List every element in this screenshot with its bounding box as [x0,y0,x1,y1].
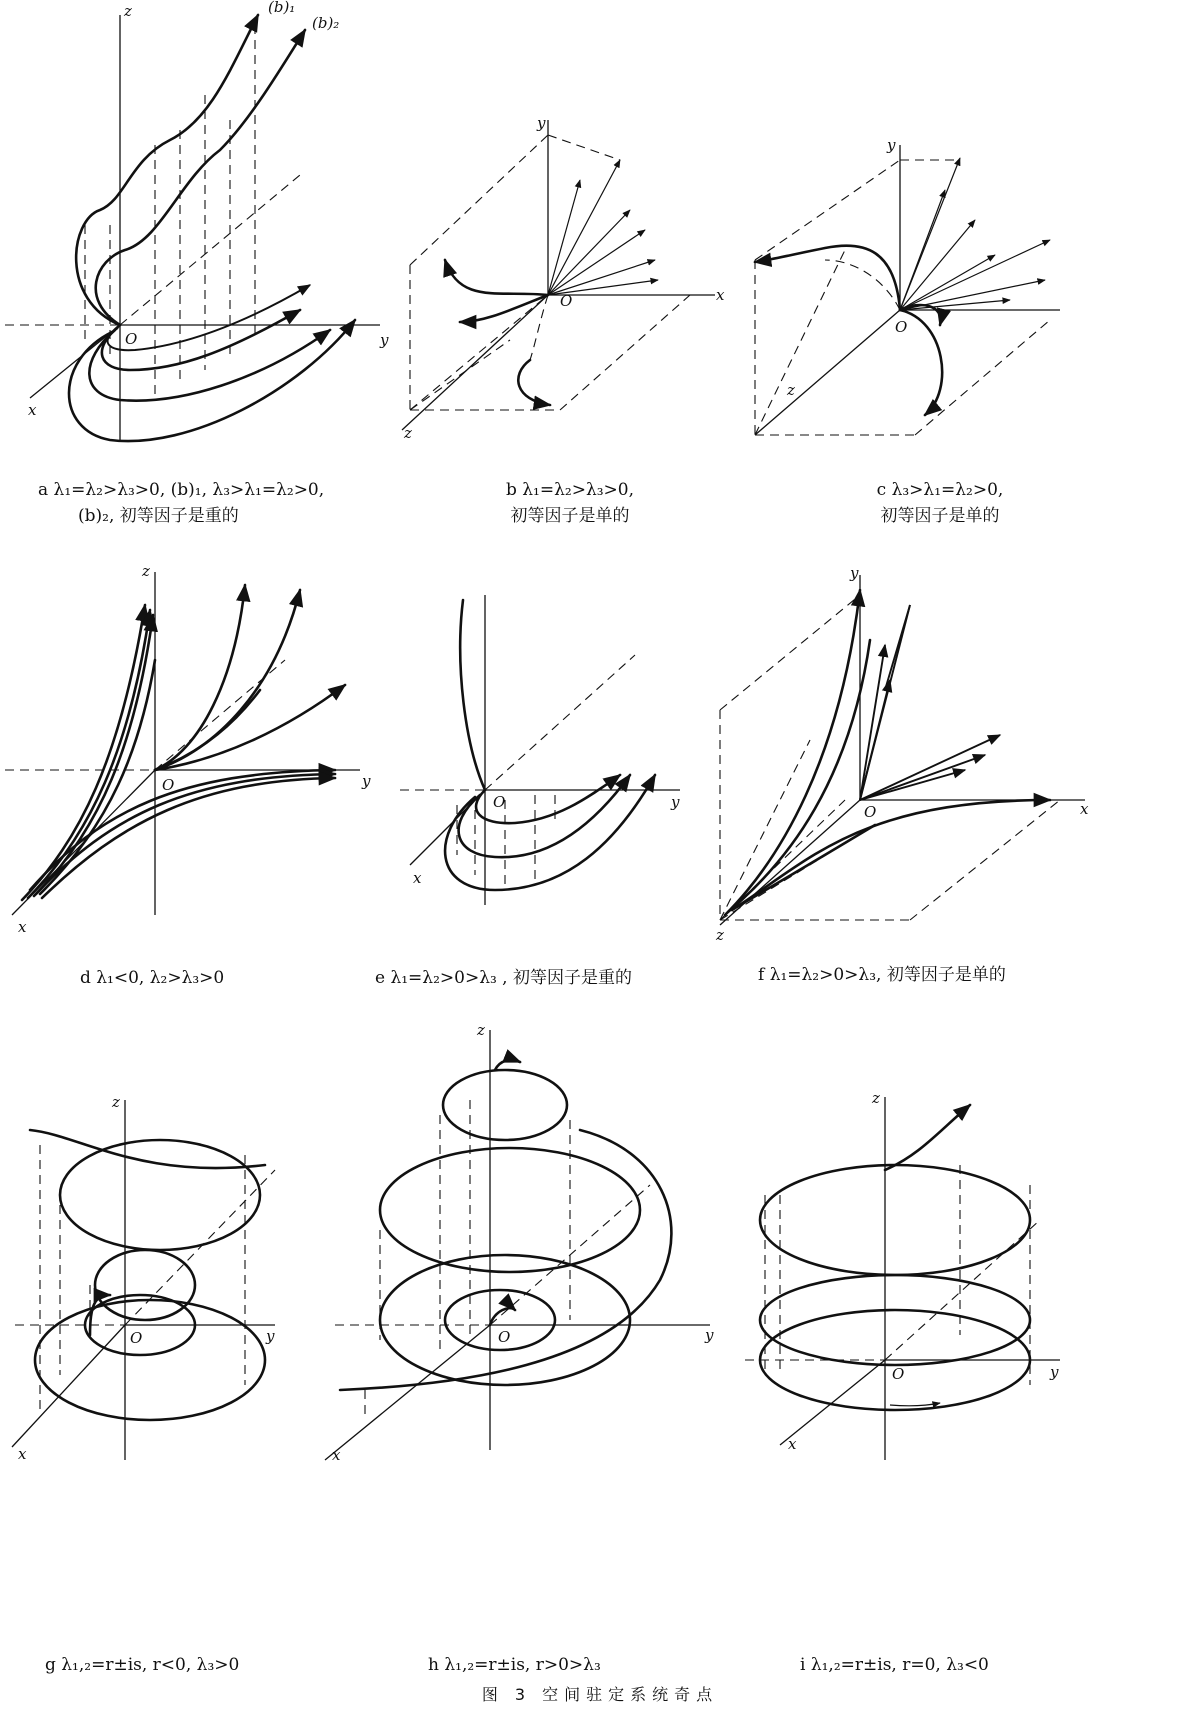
caption-c-line2: 初等因子是单的 [880,506,1000,526]
z-axis-label: z [112,1093,120,1111]
caption-b-line2: 初等因子是单的 [510,506,630,526]
y-axis-label: y [705,1326,714,1344]
ellipse-middle [95,1250,195,1320]
ellipse-arrow [890,1403,940,1406]
x-axis-label: x [413,869,422,887]
ellipse-upper [60,1140,260,1250]
y-axis-label: y [887,136,896,154]
caption-a [38,477,324,529]
z-axis-label: z [142,562,150,580]
y-axis-label: y [266,1327,275,1345]
z-axis-label: z [124,2,132,20]
z-axis [720,800,860,925]
caption-d: d λ₁<0, λ₂>λ₃>0 [80,968,225,988]
y-axis-label: y [1050,1363,1059,1381]
radial-arrows [860,605,1000,800]
x-axis-label: x [332,1446,341,1464]
diagonal-guide [125,1170,275,1325]
panel-b-frame [390,100,750,450]
panel-i-diagram [740,1085,1085,1460]
caption-f: f λ₁=λ₂>0>λ₃, 初等因子是单的 [758,965,1006,985]
panel-e-diagram [395,585,705,920]
spiral-top-arrow [495,1060,520,1070]
caption-h: h λ₁,₂=r±is, r>0>λ₃ [428,1655,601,1675]
spiral-center-arrow [490,1308,515,1325]
origin-label: O [162,776,175,794]
z-axis-label: z [477,1021,485,1039]
origin-label: O [130,1329,143,1347]
y-axis-label: y [671,793,680,811]
caption-a-line2: (b)₂, 初等因子是重的 [78,506,239,526]
origin-label: O [892,1365,905,1383]
y-axis-label: y [850,564,859,582]
diagonal-guide [485,655,635,790]
trajectory-up [460,600,485,790]
x-axis-label: x [18,918,27,936]
panel-d-diagram [0,560,390,940]
radial-arrows [548,160,658,295]
ellipse-upper [380,1148,640,1272]
y-axis-label: y [362,772,371,790]
trajectory-thin [108,285,310,350]
caption-i: i λ₁,₂=r±is, r=0, λ₃<0 [800,1655,989,1675]
x-axis-label: x [788,1435,797,1453]
ellipse-middle [380,1255,630,1385]
tag-b1: (b)₁ [268,0,296,16]
origin-label: O [560,292,573,310]
tag-b2: (b)₂ [312,14,340,32]
trajectory-left [445,260,548,295]
diagonal-guide [120,175,300,325]
right-upper-fan [155,585,345,770]
x-axis [780,1360,885,1445]
caption-c-line1: c λ₃>λ₁=λ₂>0, [876,480,1004,500]
trajectory-down [518,360,550,405]
z-axis-label: z [872,1089,880,1107]
trajectory-hidden [530,295,548,360]
x-axis [325,1325,490,1460]
x-axis-label: x [1080,800,1089,818]
origin-label: O [895,318,908,336]
x-axis-label: x [28,401,37,419]
x-axis-label: x [716,286,725,304]
trajectory-incoming [30,1130,265,1168]
caption-e: e λ₁=λ₂>0>λ₃ , 初等因子是重的 [375,968,632,988]
vertical-guides [365,1100,570,1420]
caption-g: g λ₁,₂=r±is, r<0, λ₃>0 [45,1655,240,1675]
z-axis-label: z [404,424,412,442]
panel-c-diagram [745,130,1075,450]
trajectory-outer [445,775,655,890]
panel-a-diagram [0,0,420,470]
origin-label: O [493,793,506,811]
trajectory-loop [460,295,548,322]
trajectory-b2 [96,30,305,325]
figure-title: 图 3 空间驻定系统奇点 [481,1685,719,1704]
origin-label: O [498,1328,511,1346]
origin-label: O [864,803,877,821]
right-lower-bundle [30,770,335,898]
caption-b-line1: b λ₁=λ₂>λ₃>0, [505,480,634,500]
x-axis-label: x [18,1445,27,1463]
caption-a-line1: a λ₁=λ₂>λ₃>0, (b)₁, λ₃>λ₁=λ₂>0, [38,480,325,500]
caption-b [455,477,685,529]
y-axis-label: y [380,331,389,349]
vertical-guides [40,1145,245,1415]
incoming-trajectory [885,1105,970,1170]
y-axis-label: y [537,114,546,132]
converging-bundle [725,590,1050,915]
trajectory-outer [69,320,355,441]
ellipse-top [443,1070,567,1140]
z-axis-label: z [716,926,724,944]
trajectory-upper [755,246,900,310]
frame-dashed [755,160,1050,435]
left-bundle [22,605,155,900]
trajectory-b1 [76,15,258,325]
x-axis [12,1325,125,1447]
ellipse-top [760,1165,1030,1275]
radial-arrows [900,158,1050,310]
ellipse-base [35,1300,265,1420]
z-axis [755,310,900,435]
panel-f-diagram [710,560,1100,944]
z-axis-label: z [787,381,795,399]
origin-label: O [125,330,138,348]
caption-c [825,477,1055,529]
panel-h-diagram [320,1020,740,1464]
vertical-guides [457,795,555,890]
ellipse-middle [760,1275,1030,1365]
